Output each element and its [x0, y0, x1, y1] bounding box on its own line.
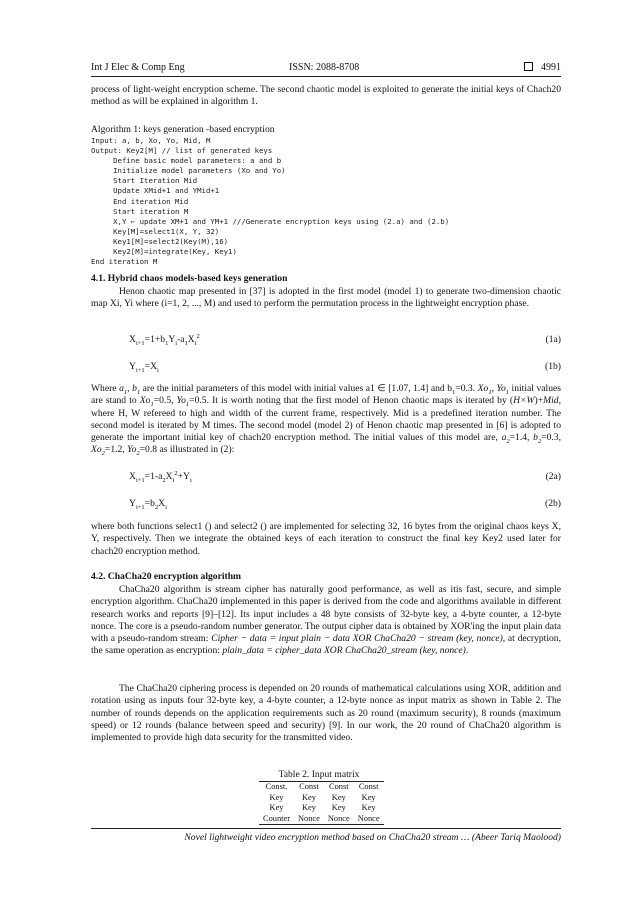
algorithm-line: Define basic model parameters: a and b: [91, 156, 282, 166]
table-cell: Key: [269, 803, 284, 813]
table-cell: Const: [324, 782, 354, 793]
table-row: [259, 814, 384, 825]
table-cell: Key: [331, 803, 346, 813]
section-4-2-paragraph-2: The ChaCha20 ciphering process is depended on 20 rounds of mathematical calculations using XOR, addition and rotation using as inputs four 32-byte key, a 4-byte counter, a 12-byte nonce as input matrix as shown in Table 2. The number of rounds depends on the application requirements such as 20 round (maximum security), 8 rounds (maximum speed) or 12 rounds (balance between speed and security) [9]. In our work, the 20 round of ChaCha20 algorithm is implemented to provide high data security for the transmitted video.: [91, 683, 561, 744]
cipher-formula: Cipher − data = input plain − data XOR ChaCha20 − stream (key, nonce): [211, 633, 503, 645]
section-4-1-paragraph-1: Henon chaotic map presented in [37] is adopted in the first model (model 1) to generate two-dimension chaotic map Xi, Yi where (i=1, 2, ..., M) and used to perform the permutation process in the lightweight encryption phase.: [91, 286, 561, 310]
table-cell: Const: [294, 782, 324, 793]
equation-2a-number: (2a): [545, 471, 561, 482]
algorithm-pseudocode: [91, 136, 561, 267]
algorithm-line: Input: a, b, Xo, Yo, Mid, M: [91, 136, 211, 145]
section-4-1-heading: 4.1. Hybrid chaos models-based keys generation: [91, 273, 288, 284]
journal-name: Int J Elec & Comp Eng: [91, 62, 185, 73]
equation-2a: $X_{i+1}=1-a_2X_i^2+Y_i$: [129, 469, 192, 484]
table-cell: Key: [331, 792, 346, 802]
section-4-1-paragraph-3: where both functions select1 () and select2 () are implemented for selecting 32, 16 bytes from the original chaos keys X, Y, respectively. Then we integrate the obtained keys of each iteration to construct the final key Key2 used later for chach20 encryption method.: [91, 521, 561, 557]
table-row: [259, 803, 384, 814]
issn: ISSN: 2088-8708: [289, 62, 360, 73]
equation-1a: $X_{i+1}=1+b_1Y_i-a_1X_i^2$: [129, 332, 200, 347]
equation-1a-number: (1a): [545, 334, 561, 345]
table-2-caption: Table 2. Input matrix: [278, 769, 360, 780]
algorithm-line: Start iteration M: [91, 206, 189, 216]
algorithm-line: Initialize model parameters (Xo and Yo): [91, 166, 286, 176]
table-row: [259, 793, 384, 804]
algorithm-line: X,Y ← update XM+1 and YM+1 ///Generate encryption keys using (2.a) and (2.b): [91, 216, 450, 226]
page-number: 4991: [541, 62, 561, 73]
running-header: [91, 62, 561, 76]
header-rule: [91, 76, 561, 77]
section-4-2-heading: 4.2. ChaCha20 encryption algorithm: [91, 571, 242, 582]
table-cell: Nonce: [354, 814, 384, 825]
table-cell: Nonce: [294, 814, 324, 825]
checkbox-square-icon: [524, 62, 533, 71]
algorithm-line: End iteration M: [91, 257, 158, 267]
table-cell: Counter: [259, 814, 294, 825]
running-footer: Novel lightweight video encryption method based on ChaCha20 stream … (Abeer Tariq Maolood): [184, 832, 561, 843]
equation-1b-number: (1b): [545, 361, 561, 372]
algorithm-line: End iteration Mid: [91, 196, 189, 206]
table-2-input-matrix: [259, 781, 384, 825]
algorithm-line: Update XMid+1 and YMid+1: [91, 186, 220, 196]
algorithm-line: Key2[M]=integrate(Key, Key1): [91, 247, 237, 257]
plain-formula: plain_data = cipher_data XOR ChaCha20_stream (key, nonce): [222, 645, 466, 657]
table-cell: Nonce: [324, 814, 354, 825]
algorithm-line: Key1[M]=select2(Key(M),16): [91, 236, 229, 246]
section-4-2-paragraph-1: ChaCha20 algorithm is stream cipher has naturally good performance, as well as itis fast, secure, and simple encryption algorithm. ChaCha20 implemented in this paper is derived from the code and algorithms available in different research works and reports [9]–[12]. Its input includes a 48 byte consists of 32-byte key, a 4-byte counter, a 12-byte nonce. The core is a pseudo-random number generator. The output cipher data is obtained by XOR'ing the input plain data with a pseudo-random stream: Cipher − data = input plain − data XOR ChaCha20 − stream (key, nonce), at decryption, the same operation as encryption: plain_data = cipher_data XOR ChaCha20_stream (key, nonce).: [91, 584, 561, 657]
table-cell: Key: [301, 803, 316, 813]
table-cell: Key: [361, 803, 376, 813]
algorithm-line: Output: Key2[M] // list of generated keys: [91, 146, 273, 156]
algorithm-line: Start Iteration Mid: [91, 176, 198, 186]
algorithm-line: Key[M]=select1(X, Y, 32): [91, 226, 220, 236]
table-cell: Key: [301, 792, 316, 802]
footer-rule: [91, 828, 561, 829]
equation-2b: $Y_{i+1}=b_2X_i$: [129, 498, 167, 511]
equation-1b: $Y_{i+1}=X_i$: [129, 361, 159, 374]
table-cell: Key: [361, 792, 376, 802]
table-row: [259, 782, 384, 793]
intro-paragraph: process of light-weight encryption scheme. The second chaotic model is exploited to generate the initial keys of Chach20 method as will be explained in algorithm 1.: [91, 84, 561, 108]
section-4-1-paragraph-2: Where $a_1$, $b_1$ are the initial parameters of this model with initial values a1 ∈ [1.07, 1.4] and $b_1=0.3$. $Xo_1$, $Yo_1$ initial values are stand to $Xo_1=0.5$, $Yo_1=0.5$. It is worth noting that the first model of Henon chaotic maps is iterated by (H×W)+Mid, where H, W refereed to high and width of the current frame, respectively. Mid is a predefined iteration number. The second model is iterated by M times. The second model (model 2) of Henon chaotic map presented in [6] is adopted to generate the important initial key of chach20 encryption method. The initial values of this model are, $a_2=1.4$, $b_2=0.3$, $Xo_2=1.2$, $Yo_2=0.8$ as illustrated in (2):: [91, 383, 562, 458]
algorithm-title: Algorithm 1: keys generation -based encryption: [91, 124, 275, 135]
table-cell: Const.: [259, 782, 294, 793]
table-cell: Key: [269, 792, 284, 802]
table-cell: Const: [354, 782, 384, 793]
equation-2b-number: (2b): [545, 498, 561, 509]
page-number-group: [524, 62, 561, 73]
